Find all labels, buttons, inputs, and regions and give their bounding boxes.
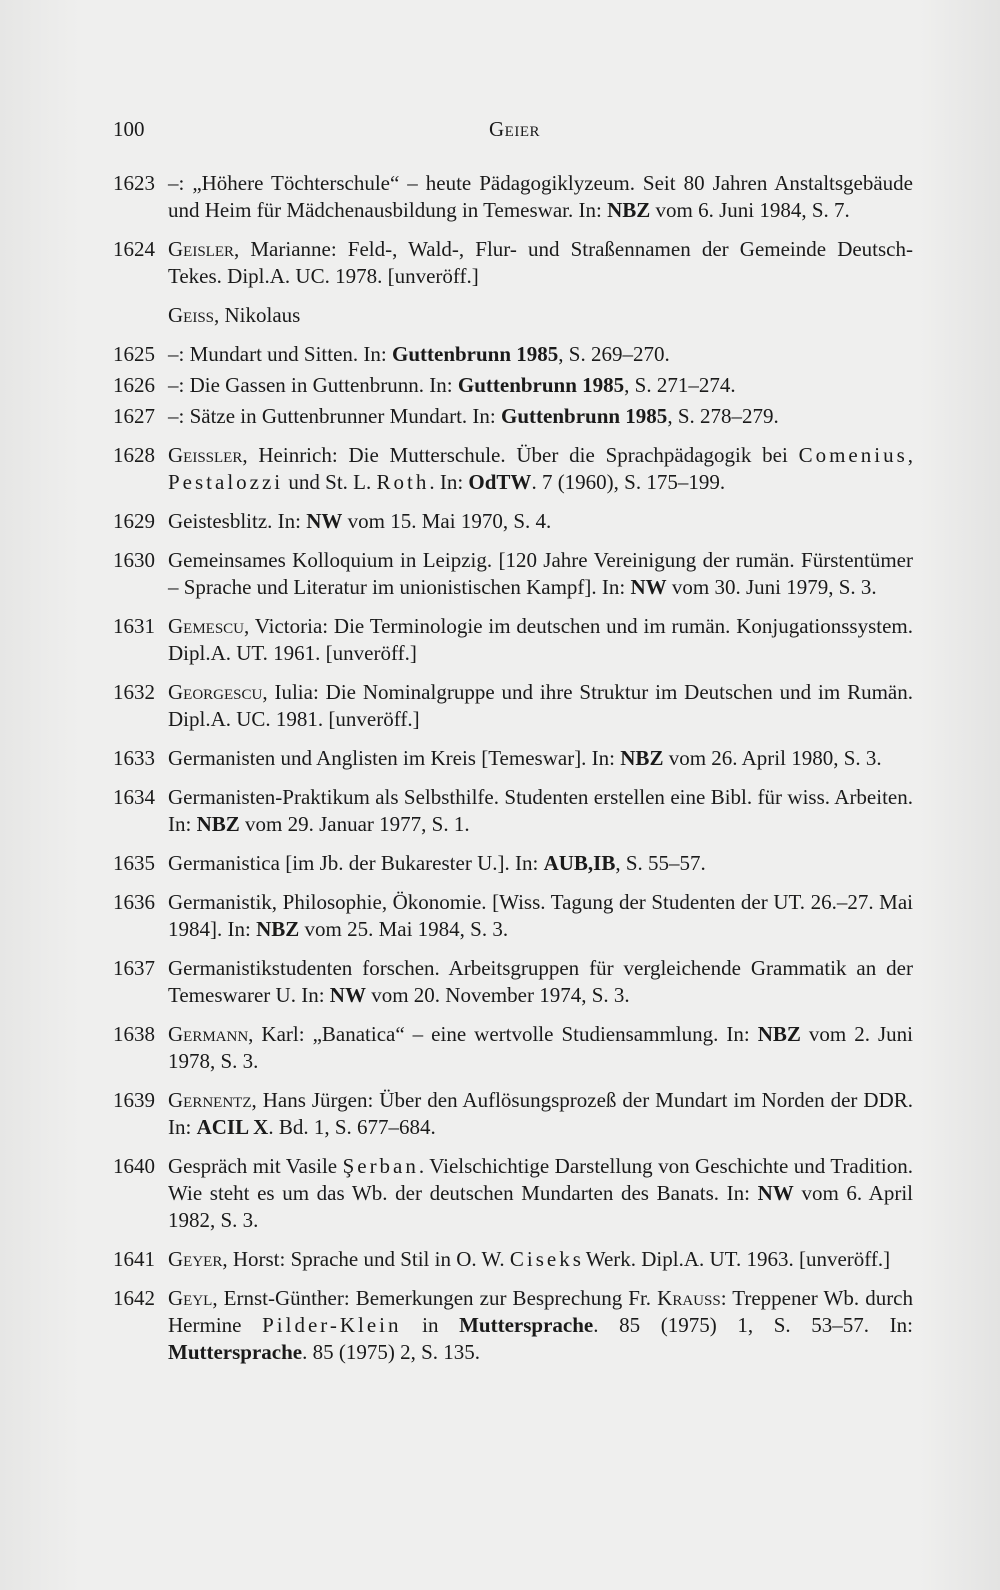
entry-1627 xyxy=(113,403,913,430)
entry-number: 1625 xyxy=(113,342,155,366)
entry-text: Georgescu, Iulia: Die Nominalgruppe und ihre Struktur im Deutschen und im Rumän. Dipl.A. UC. 1981. [unveröff.] xyxy=(168,680,913,731)
bibliography-list xyxy=(113,170,913,1378)
entry-text: –: Die Gassen in Guttenbrunn. In: Guttenbrunn 1985, S. 271–274. xyxy=(168,373,736,397)
entry-1629 xyxy=(113,508,913,535)
entry-1638 xyxy=(113,1021,913,1075)
entry-number: 1641 xyxy=(113,1247,155,1271)
entry-number: 1637 xyxy=(113,956,155,980)
entry-text: Gespräch mit Vasile Şerban. Vielschichtige Darstellung von Geschichte und Tradition. Wie steht es um das Wb. der deutschen Mundarten des Banats. In: NW vom 6. April 1982, S. 3. xyxy=(168,1154,913,1232)
entry-text: Germanistikstudenten forschen. Arbeitsgruppen für vergleichende Grammatik an der Temeswarer U. In: NW vom 20. November 1974, S. 3. xyxy=(168,956,913,1007)
entry-number: 1628 xyxy=(113,443,155,467)
entry-1626 xyxy=(113,372,913,399)
entry-1639 xyxy=(113,1087,913,1141)
entry-number: 1629 xyxy=(113,509,155,533)
running-head xyxy=(113,117,913,147)
entry-number xyxy=(113,302,168,329)
entry-number: 1626 xyxy=(113,373,155,397)
entry-number: 1642 xyxy=(113,1286,155,1310)
entry-text: Germanisten und Anglisten im Kreis [Temeswar]. In: NBZ vom 26. April 1980, S. 3. xyxy=(168,746,882,770)
entry-number: 1636 xyxy=(113,890,155,914)
entry-text: Gernentz, Hans Jürgen: Über den Auflösungsprozeß der Mundart im Norden der DDR. In: ACIL X. Bd. 1, S. 677–684. xyxy=(168,1088,913,1139)
entry-text: Germann, Karl: „Banatica“ – eine wertvolle Studiensammlung. In: NBZ vom 2. Juni 1978, S. 3. xyxy=(168,1022,914,1073)
entry-text: –: „Höhere Töchterschule“ – heute Pädagogiklyzeum. Seit 80 Jahren Anstaltsgebäude und Heim für Mädchenausbildung in Temeswar. In: NBZ vom 6. Juni 1984, S. 7. xyxy=(168,171,913,222)
entry-text: Geissler, Heinrich: Die Mutterschule. Über die Sprachpädagogik bei Comenius, Pestalozzi und St. L. Roth. In: OdTW. 7 (1960), S. 175–199. xyxy=(168,443,913,494)
entry-1632 xyxy=(113,679,913,733)
entry-1628 xyxy=(113,442,913,496)
entry-1640 xyxy=(113,1153,913,1234)
entry-1623 xyxy=(113,170,913,224)
entry-text: Gemescu, Victoria: Die Terminologie im deutschen und im rumän. Konjugationssystem. Dipl.A. UT. 1961. [unveröff.] xyxy=(168,614,913,665)
entry-text: Geistesblitz. In: NW vom 15. Mai 1970, S. 4. xyxy=(168,509,552,533)
entry-text: Geisler, Marianne: Feld-, Wald-, Flur- und Straßennamen der Gemeinde Deutsch-Tekes. Dipl.A. UC. 1978. [unveröff.] xyxy=(168,237,913,288)
entry-number: 1631 xyxy=(113,614,155,638)
entry-number: 1635 xyxy=(113,851,155,875)
entry-number: 1632 xyxy=(113,680,155,704)
page-number: 100 xyxy=(113,117,145,141)
entry-number: 1627 xyxy=(113,404,155,428)
entry-1633 xyxy=(113,745,913,772)
entry-1630 xyxy=(113,547,913,601)
entry-text: Germanisten-Praktikum als Selbsthilfe. Studenten erstellen eine Bibl. für wiss. Arbeiten. In: NBZ vom 29. Januar 1977, S. 1. xyxy=(168,785,913,836)
entry-number: 1638 xyxy=(113,1022,155,1046)
entry-number: 1630 xyxy=(113,548,155,572)
entry-text: Germanistica [im Jb. der Bukarester U.]. In: AUB,IB, S. 55–57. xyxy=(168,851,706,875)
entry-1634 xyxy=(113,784,913,838)
running-title: Geier xyxy=(489,117,540,141)
entry-text: –: Sätze in Guttenbrunner Mundart. In: Guttenbrunn 1985, S. 278–279. xyxy=(168,404,779,428)
entry-1641 xyxy=(113,1246,913,1273)
entry-number: 1639 xyxy=(113,1088,155,1112)
entry-number: 1633 xyxy=(113,746,155,770)
entry-1637 xyxy=(113,955,913,1009)
entry-1631 xyxy=(113,613,913,667)
entry-text: Geiss, Nikolaus xyxy=(168,303,301,327)
entry-text: Geyl, Ernst-Günther: Bemerkungen zur Besprechung Fr. Krauss: Treppener Wb. durch Hermine Pilder-Klein in Muttersprache. 85 (1975) 1, S. 53–57. In: Muttersprache. 85 (1975) 2, S. 135. xyxy=(168,1286,914,1364)
entry-text: Gemeinsames Kolloquium in Leipzig. [120 Jahre Vereinigung der rumän. Fürstentümer – Sprache und Literatur im unionistischen Kampf]. In: NW vom 30. Juni 1979, S. 3. xyxy=(168,548,913,599)
entry-number: 1640 xyxy=(113,1154,155,1178)
entry-1642 xyxy=(113,1285,913,1366)
entry-number: 1634 xyxy=(113,785,155,809)
entry-number: 1624 xyxy=(113,237,155,261)
author-heading-geiss xyxy=(113,302,913,329)
entry-1635 xyxy=(113,850,913,877)
entry-1636 xyxy=(113,889,913,943)
entry-1625 xyxy=(113,341,913,368)
entry-1624 xyxy=(113,236,913,290)
entry-text: Geyer, Horst: Sprache und Stil in O. W. Ciseks Werk. Dipl.A. UT. 1963. [unveröff.] xyxy=(168,1247,891,1271)
entry-text: –: Mundart und Sitten. In: Guttenbrunn 1985, S. 269–270. xyxy=(168,342,670,366)
entry-number: 1623 xyxy=(113,171,155,195)
entry-text: Germanistik, Philosophie, Ökonomie. [Wiss. Tagung der Studenten der UT. 26.–27. Mai 1984]. In: NBZ vom 25. Mai 1984, S. 3. xyxy=(168,890,913,941)
